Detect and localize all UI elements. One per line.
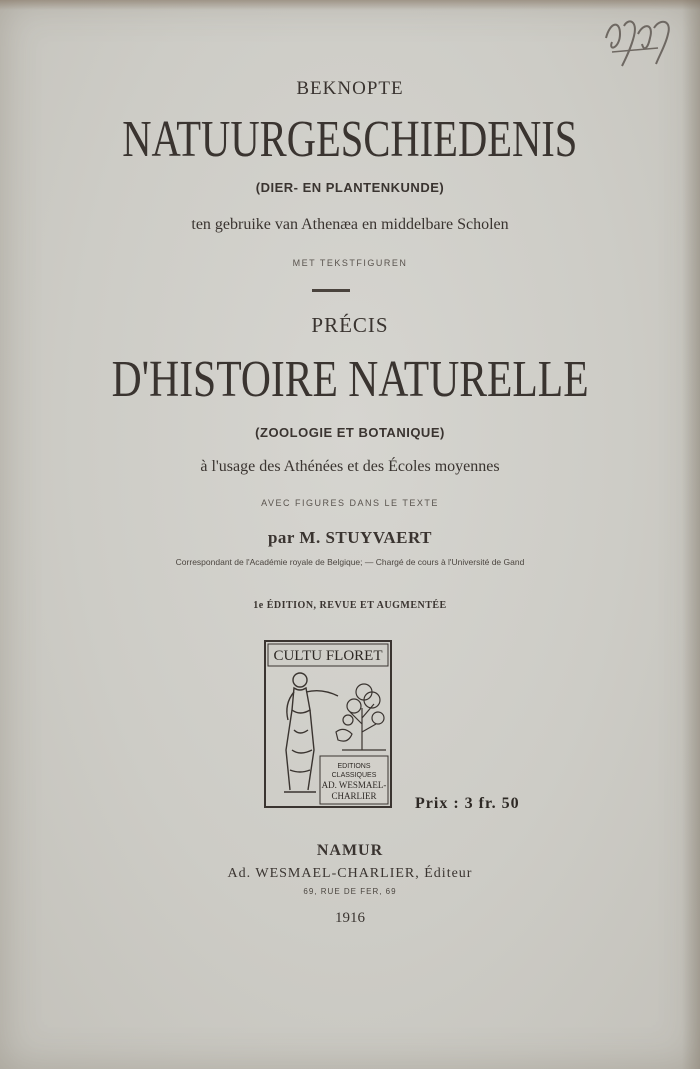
dutch-figures: MET TEKSTFIGUREN [292, 258, 408, 268]
french-kicker: PRÉCIS [311, 313, 389, 337]
imprint-publisher: Ad. WESMAEL-CHARLIER, Éditeur [227, 866, 473, 881]
dutch-usage: ten gebruike van Athenæa en middelbare Scholen [191, 216, 509, 233]
imprint-year: 1916 [335, 910, 365, 926]
author-credentials: Correspondant de l'Académie royale de Belgique; — Chargé de cours à l'Université de Gand [175, 557, 525, 567]
imprint-city: NAMUR [316, 842, 384, 859]
emblem-panel-line1: EDITIONS [337, 763, 371, 770]
handwritten-pencil-mark-icon [598, 8, 680, 72]
emblem-panel-line4: CHARLIER [331, 791, 377, 801]
emblem-motto: CULTU FLORET [273, 648, 383, 664]
price-label: Prix : 3 fr. 50 [415, 795, 520, 812]
dutch-kicker: BEKNOPTE [296, 78, 404, 99]
paper-top-edge [0, 0, 700, 10]
dutch-subtitle: (DIER- EN PLANTENKUNDE) [255, 180, 445, 195]
publisher-emblem-icon [264, 640, 392, 808]
french-subtitle: (ZOOLOGIE ET BOTANIQUE) [255, 425, 445, 440]
french-title-text: D'HISTOIRE NATURELLE [111, 351, 589, 408]
emblem-panel-line3: AD. WESMAEL- [321, 780, 387, 790]
french-title [0, 352, 700, 408]
dutch-title [0, 112, 700, 168]
dutch-title-text: NATUURGESCHIEDENIS [122, 111, 578, 168]
imprint-address: 69, RUE DE FER, 69 [303, 887, 397, 896]
author-name: par M. STUYVAERT [267, 528, 433, 547]
edition-note: 1e ÉDITION, REVUE ET AUGMENTÉE [253, 600, 447, 611]
french-figures: AVEC FIGURES DANS LE TEXTE [261, 498, 439, 508]
divider-rule [312, 289, 350, 292]
emblem-panel-line2: CLASSIQUES [331, 772, 377, 779]
french-usage: à l'usage des Athénées et des Écoles moyennes [200, 458, 500, 475]
